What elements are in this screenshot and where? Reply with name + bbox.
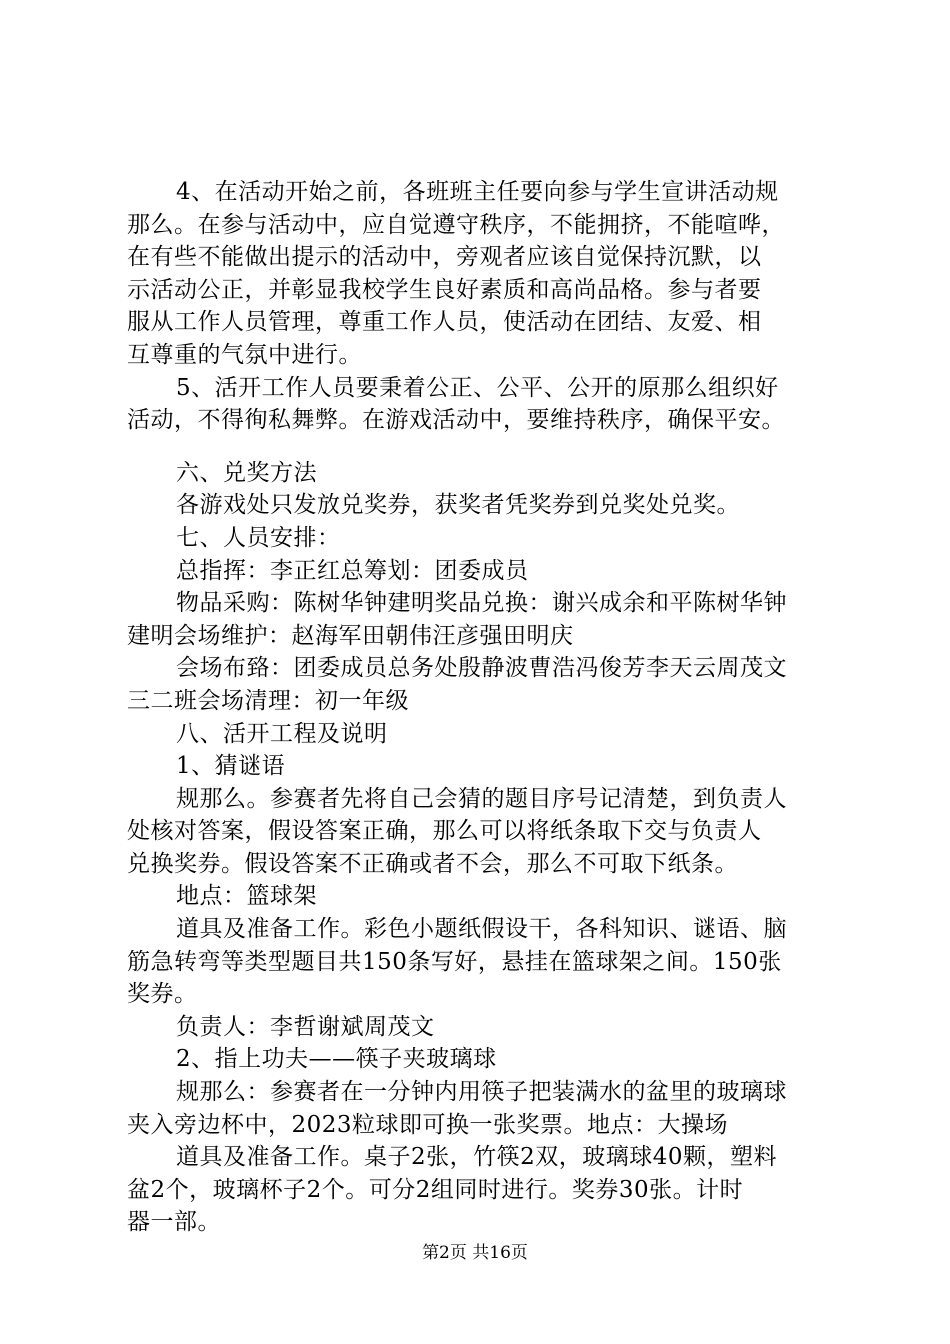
paragraph-line: 4、在活动开始之前，各班班主任要向参与学生宣讲活动规 bbox=[176, 179, 779, 205]
page-number-footer: 第2页 共16页 bbox=[422, 1243, 528, 1263]
paragraph-line: 三二班会场清理：初一年级 bbox=[127, 687, 409, 714]
section-heading: 八、活开工程及说明 bbox=[176, 720, 388, 747]
paragraph-line: 示活动公正，并彰显我校学生良好素质和高尚品格。参与者要 bbox=[127, 276, 762, 303]
section-heading: 六、兑奖方法 bbox=[176, 459, 317, 486]
paragraph-line: 在有些不能做出提示的活动中，旁观者应该自觉保持沉默，以 bbox=[127, 244, 762, 271]
paragraph-line: 兑换奖券。假设答案不正确或者不会，那么不可取下纸条。 bbox=[127, 850, 738, 877]
paragraph-line: 负责人：李哲谢斌周茂文 bbox=[176, 1013, 435, 1040]
paragraph-line: 物品采购：陈树华钟建明奖品兑换：谢兴成余和平陈树华钟 bbox=[176, 590, 787, 617]
paragraph-line: 地点：篮球架 bbox=[176, 883, 317, 910]
section-heading: 七、人员安排： bbox=[176, 524, 341, 551]
document-body bbox=[127, 176, 832, 1239]
paragraph-line: 规那么：参赛者在一分钟内用筷子把装满水的盆里的玻璃球 bbox=[176, 1079, 787, 1106]
paragraph-line: 会场布臵：团委成员总务处殷静波曹浩冯俊芳李天云周茂文 bbox=[176, 655, 787, 682]
paragraph-line: 处核对答案，假设答案正确，那么可以将纸条取下交与负责人 bbox=[127, 818, 762, 845]
paragraph-line: 器一部。 bbox=[127, 1209, 221, 1236]
paragraph-line: 奖券。 bbox=[127, 981, 198, 1008]
paragraph-gap bbox=[127, 437, 832, 457]
paragraph-line: 总指挥：李正红总筹划：团委成员 bbox=[176, 557, 529, 584]
paragraph-line: 活动，不得徇私舞弊。在游戏活动中，要维持秩序，确保平安。 bbox=[127, 407, 785, 434]
paragraph-line: 道具及准备工作。彩色小题纸假设干，各科知识、谜语、脑 bbox=[176, 916, 787, 943]
paragraph-line: 盆2个，玻璃杯子2个。可分2组同时进行。奖券30张。计时 bbox=[127, 1176, 744, 1203]
paragraph-line: 建明会场维护：赵海军田朝伟汪彦强田明庆 bbox=[127, 622, 574, 649]
paragraph-line: 规那么。参赛者先将自己会猜的题目序号记清楚，到负责人 bbox=[176, 785, 787, 812]
paragraph-line: 筋急转弯等类型题目共150条写好，悬挂在篮球架之间。150张 bbox=[127, 948, 782, 975]
paragraph-line: 5、活开工作人员要秉着公正、公平、公开的原那么组织好 bbox=[176, 374, 779, 401]
paragraph-line: 道具及准备工作。桌子2张，竹筷2双，玻璃球40颗，塑料 bbox=[176, 1144, 778, 1171]
subsection-heading: 1、猜谜语 bbox=[176, 753, 286, 780]
paragraph-line: 服从工作人员管理，尊重工作人员，使活动在团结、友爱、相 bbox=[127, 309, 762, 336]
paragraph-line: 各游戏处只发放兑奖券，获奖者凭奖券到兑奖处兑奖。 bbox=[176, 492, 740, 519]
paragraph-line: 互尊重的气氛中进行。 bbox=[127, 341, 362, 368]
subsection-heading: 2、指上功夫——筷子夹玻璃球 bbox=[176, 1046, 497, 1073]
paragraph-line: 夹入旁边杯中，2023粒球即可换一张奖票。地点：大操场 bbox=[127, 1111, 729, 1138]
paragraph-line: 那么。在参与活动中，应自觉遵守秩序，不能拥挤，不能喧哗， bbox=[127, 211, 785, 238]
